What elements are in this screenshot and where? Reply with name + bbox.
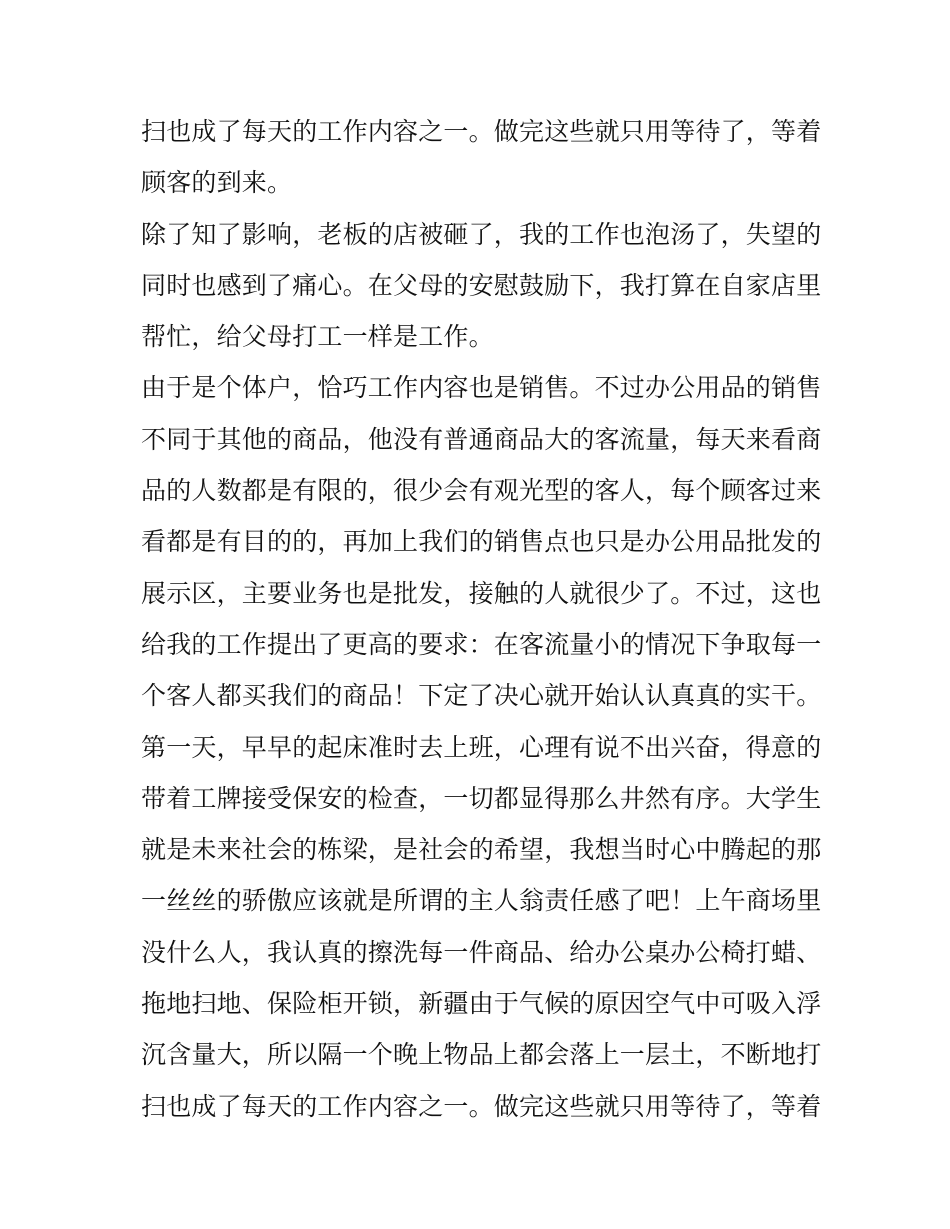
text-line: 同时也感到了痛心。在父母的安慰鼓励下，我打算在自家店里 [141, 270, 821, 300]
text-line: 由于是个体户，恰巧工作内容也是销售。不过办公用品的销售 [141, 373, 821, 403]
text-line: 一丝丝的骄傲应该就是所谓的主人翁责任感了吧！上午商场里 [141, 886, 821, 916]
text-line: 带着工牌接受保安的检查，一切都显得那么井然有序。大学生 [141, 783, 821, 813]
text-line: 就是未来社会的栋梁，是社会的希望，我想当时心中腾起的那 [141, 835, 821, 865]
text-line: 第一天，早早的起床准时去上班，心理有说不出兴奋，得意的 [141, 732, 821, 762]
text-line: 除了知了影响，老板的店被砸了，我的工作也泡汤了，失望的 [141, 219, 821, 249]
text-line: 扫也成了每天的工作内容之一。做完这些就只用等待了，等着 [141, 117, 821, 146]
text-line: 品的人数都是有限的，很少会有观光型的客人，每个顾客过来 [141, 476, 821, 506]
text-line: 不同于其他的商品，他没有普通商品大的客流量，每天来看商 [141, 424, 821, 454]
text-line: 拖地扫地、保险柜开锁，新疆由于气候的原因空气中可吸入浮 [141, 989, 821, 1019]
text-line: 帮忙，给父母打工一样是工作。 [141, 322, 494, 352]
text-line: 给我的工作提出了更高的要求：在客流量小的情况下争取每一 [141, 629, 821, 659]
text-line: 个客人都买我们的商品！下定了决心就开始认认真真的实干。 [141, 681, 821, 711]
text-line: 看都是有目的的，再加上我们的销售点也只是办公用品批发的 [141, 527, 821, 557]
text-line: 没什么人，我认真的擦洗每一件商品、给办公桌办公椅打蜡、 [141, 937, 821, 967]
text-line: 展示区，主要业务也是批发，接触的人就很少了。不过，这也 [141, 578, 821, 608]
text-line: 沉含量大，所以隔一个晚上物品上都会落上一层土，不断地打 [141, 1040, 821, 1070]
body-text [141, 106, 821, 1132]
text-line: 顾客的到来。 [141, 168, 293, 198]
text-line: 扫也成了每天的工作内容之一。做完这些就只用等待了，等着 [141, 1091, 821, 1121]
